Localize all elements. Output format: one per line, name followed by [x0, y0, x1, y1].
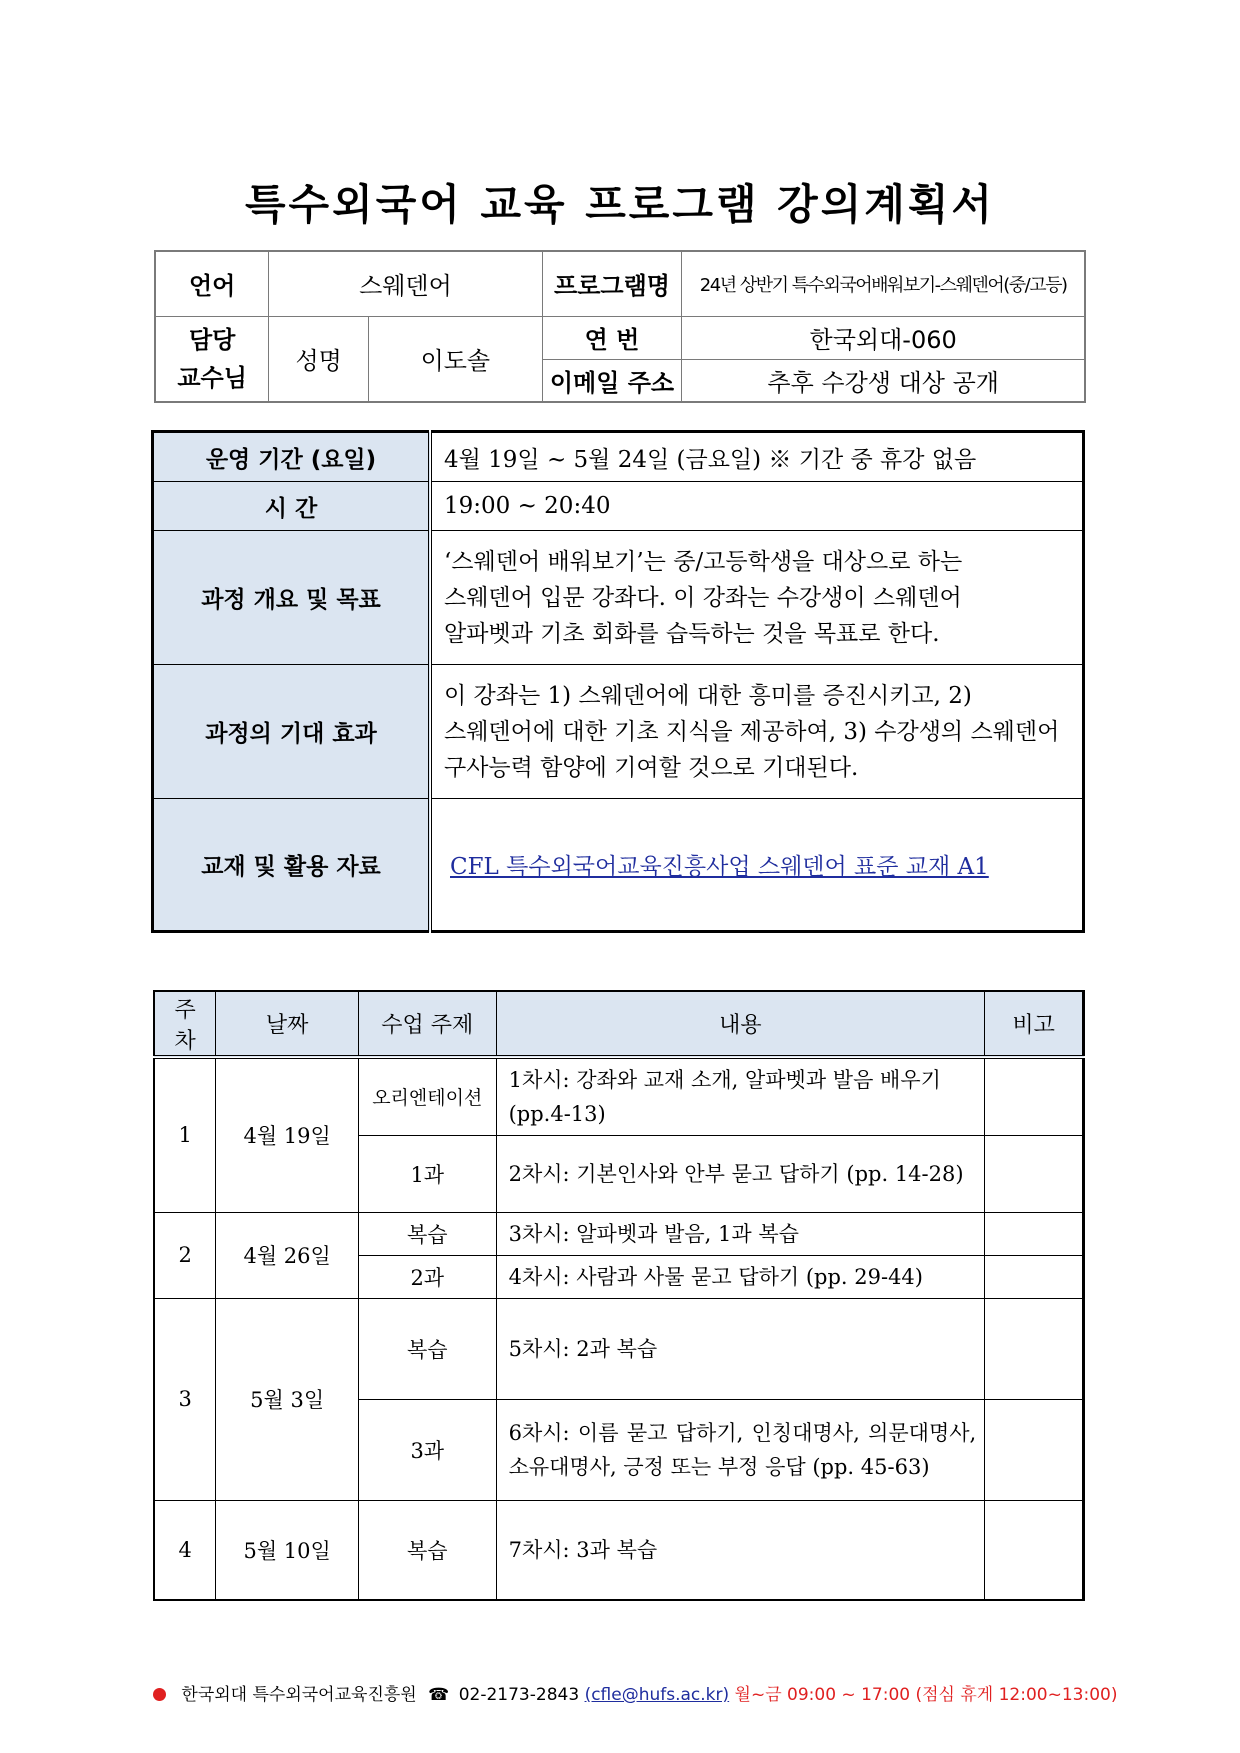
footer-email-link[interactable]: (cfle@hufs.ac.kr): [584, 1685, 730, 1705]
phone-icon: ☎: [428, 1685, 450, 1705]
table-row: [154, 1212, 1084, 1255]
session-topic: 오리엔테이션: [358, 1057, 496, 1135]
session-topic: 1과: [358, 1135, 496, 1212]
week-date: 5월 10일: [216, 1500, 359, 1600]
name-label: 성명: [269, 316, 369, 402]
date-header: 날짜: [216, 991, 359, 1057]
course-info-table: [154, 250, 1086, 403]
name-value: 이도솔: [369, 316, 543, 402]
topic-header: 수업 주제: [358, 991, 496, 1057]
week-number: 4: [154, 1500, 216, 1600]
session-topic: 3과: [358, 1399, 496, 1500]
session-topic: 복습: [358, 1298, 496, 1399]
language-label: 언어: [155, 251, 269, 316]
goal-label: 과정 개요 및 목표: [153, 531, 431, 665]
table-row: [154, 1057, 1084, 1135]
serial-value: 한국외대-060: [682, 316, 1085, 359]
week-header-line1: 주: [174, 997, 196, 1023]
goal-line: ‘스웨덴어 배워보기’는 중/고등학생을 대상으로 하는: [444, 548, 963, 575]
goal-line: 알파벳과 기초 회화를 습득하는 것을 목표로 한다.: [444, 620, 940, 647]
instructor-label-line1: 담당: [188, 325, 236, 354]
footer: [153, 1680, 1117, 1705]
content-header: 내용: [496, 991, 985, 1057]
week-date: 5월 3일: [216, 1298, 359, 1500]
material-label: 교재 및 활용 자료: [153, 799, 431, 932]
material-cell: [430, 799, 1084, 932]
goal-line: 스웨덴어 입문 강좌다. 이 강좌는 수강생이 스웨덴어: [444, 584, 962, 611]
session-topic: 2과: [358, 1255, 496, 1298]
instructor-label-line2: 교수님: [177, 363, 247, 392]
week-date: 4월 26일: [216, 1212, 359, 1298]
document-title: 특수외국어 교육 프로그램 강의계획서: [244, 180, 996, 229]
program-value: 24년 상반기 특수외국어배워보기-스웨덴어(중/고등): [682, 251, 1085, 316]
serial-label: 연 번: [542, 316, 682, 359]
material-link[interactable]: CFL 특수외국어교육진흥사업 스웨덴어 표준 교재 A1: [450, 854, 989, 880]
effect-line: 구사능력 함양에 기여할 것으로 기대된다.: [444, 754, 859, 781]
session-content: 5차시: 2과 복습: [496, 1298, 985, 1399]
session-topic: 복습: [358, 1212, 496, 1255]
session-note: [985, 1500, 1084, 1600]
week-number: 1: [154, 1057, 216, 1212]
note-header: 비고: [985, 991, 1084, 1057]
week-number: 3: [154, 1298, 216, 1500]
schedule-table: [153, 990, 1085, 1601]
session-note: [985, 1298, 1084, 1399]
effect-line: 스웨덴어에 대한 기초 지식을 제공하여, 3) 수강생의 스웨덴어: [444, 718, 1060, 745]
effect-line: 이 강좌는 1) 스웨덴어에 대한 흥미를 증진시키고, 2): [444, 682, 972, 709]
session-content: 6차시: 이름 묻고 답하기, 인칭대명사, 의문대명사, 소유대명사, 긍정 또는 부정 응답 (pp. 45-63): [496, 1399, 985, 1500]
email-label: 이메일 주소: [542, 359, 682, 402]
footer-org: 한국외대 특수외국어교육진흥원: [181, 1685, 417, 1705]
language-value: 스웨덴어: [269, 251, 542, 316]
goal-text: [430, 531, 1084, 665]
session-content: 3차시: 알파벳과 발음, 1과 복습: [496, 1212, 985, 1255]
effect-label: 과정의 기대 효과: [153, 665, 431, 799]
time-label: 시 간: [153, 482, 431, 531]
table-row: [154, 1298, 1084, 1399]
session-note: [985, 1135, 1084, 1212]
time-value: 19:00 ~ 20:40: [430, 482, 1084, 531]
week-header: [154, 991, 216, 1057]
instructor-label: [155, 316, 269, 402]
table-row: [154, 1500, 1084, 1600]
session-note: [985, 1255, 1084, 1298]
session-note: [985, 1399, 1084, 1500]
course-overview-table: [151, 430, 1085, 933]
effect-text: [430, 665, 1084, 799]
footer-hours: 월~금 09:00 ~ 17:00 (점심 휴게 12:00~13:00): [734, 1685, 1118, 1705]
bullet-icon: [153, 1688, 166, 1701]
period-label: 운영 기간 (요일): [153, 432, 431, 482]
session-content: 1차시: 강좌와 교재 소개, 알파벳과 발음 배우기 (pp.4-13): [496, 1057, 985, 1135]
week-number: 2: [154, 1212, 216, 1298]
session-content: 4차시: 사람과 사물 묻고 답하기 (pp. 29-44): [496, 1255, 985, 1298]
program-label: 프로그램명: [542, 251, 682, 316]
week-header-line2: 차: [174, 1028, 196, 1054]
session-note: [985, 1057, 1084, 1135]
period-value: 4월 19일 ~ 5월 24일 (금요일) ※ 기간 중 휴강 없음: [430, 432, 1084, 482]
session-topic: 복습: [358, 1500, 496, 1600]
session-note: [985, 1212, 1084, 1255]
footer-phone: 02-2173-2843: [458, 1685, 580, 1705]
week-date: 4월 19일: [216, 1057, 359, 1212]
email-value: 추후 수강생 대상 공개: [682, 359, 1085, 402]
session-content: 2차시: 기본인사와 안부 묻고 답하기 (pp. 14-28): [496, 1135, 985, 1212]
session-content: 7차시: 3과 복습: [496, 1500, 985, 1600]
